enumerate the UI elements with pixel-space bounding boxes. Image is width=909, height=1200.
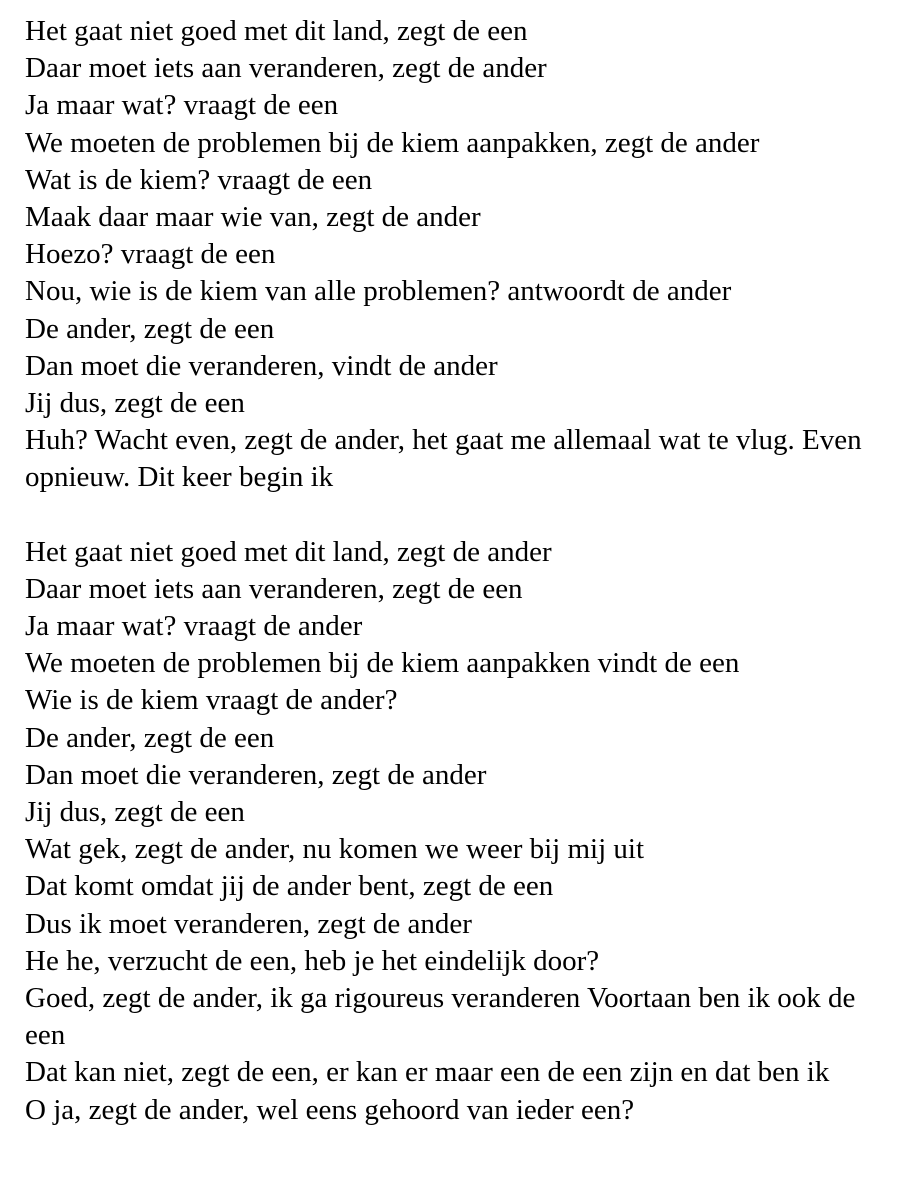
- poem-line: Goed, zegt de ander, ik ga rigoureus veranderen Voortaan ben ik ook de een: [25, 982, 856, 1052]
- poem-line: Dus ik moet veranderen, zegt de ander: [25, 907, 472, 940]
- poem-line: Hoezo? vraagt de een: [25, 238, 276, 271]
- poem-line: Huh? Wacht even, zegt de ander, het gaat me allemaal wat te vlug. Even opnieuw. Dit keer begin ik: [25, 424, 862, 494]
- poem-line: Dat kan niet, zegt de een, er kan er maar een de een zijn en dat ben ik: [25, 1056, 830, 1089]
- poem-line: Daar moet iets aan veranderen, zegt de ander: [25, 52, 547, 85]
- poem-line: De ander, zegt de een: [25, 312, 275, 345]
- poem-line: Ja maar wat? vraagt de ander: [25, 610, 363, 643]
- poem-line: Daar moet iets aan veranderen, zegt de een: [25, 572, 523, 605]
- poem-line: Dat komt omdat jij de ander bent, zegt de een: [25, 870, 554, 903]
- poem-line: Ja maar wat? vraagt de een: [25, 89, 339, 122]
- poem-line: We moeten de problemen bij de kiem aanpakken, zegt de ander: [25, 126, 760, 159]
- poem-line: Wat gek, zegt de ander, nu komen we weer bij mij uit: [25, 833, 644, 866]
- stanza-2: [25, 534, 889, 1129]
- poem-line: Dan moet die veranderen, vindt de ander: [25, 349, 498, 382]
- poem-line: Het gaat niet goed met dit land, zegt de ander: [25, 535, 552, 568]
- poem-line: Jij dus, zegt de een: [25, 796, 245, 829]
- poem-line: Dan moet die veranderen, zegt de ander: [25, 758, 487, 791]
- poem-line: He he, verzucht de een, heb je het eindelijk door?: [25, 944, 600, 977]
- poem-line: Jij dus, zegt de een: [25, 387, 245, 420]
- poem-line: O ja, zegt de ander, wel eens gehoord van ieder een?: [25, 1093, 635, 1126]
- poem-line: Maak daar maar wie van, zegt de ander: [25, 201, 481, 234]
- stanza-1: [25, 13, 889, 497]
- poem-line: Het gaat niet goed met dit land, zegt de een: [25, 15, 528, 47]
- poem-line: De ander, zegt de een: [25, 721, 275, 754]
- poem-line: Nou, wie is de kiem van alle problemen? antwoordt de ander: [25, 275, 732, 308]
- poem-line: Wie is de kiem vraagt de ander?: [25, 684, 398, 717]
- poem-line: Wat is de kiem? vraagt de een: [25, 163, 373, 196]
- poem-line: We moeten de problemen bij de kiem aanpakken vindt de een: [25, 647, 740, 680]
